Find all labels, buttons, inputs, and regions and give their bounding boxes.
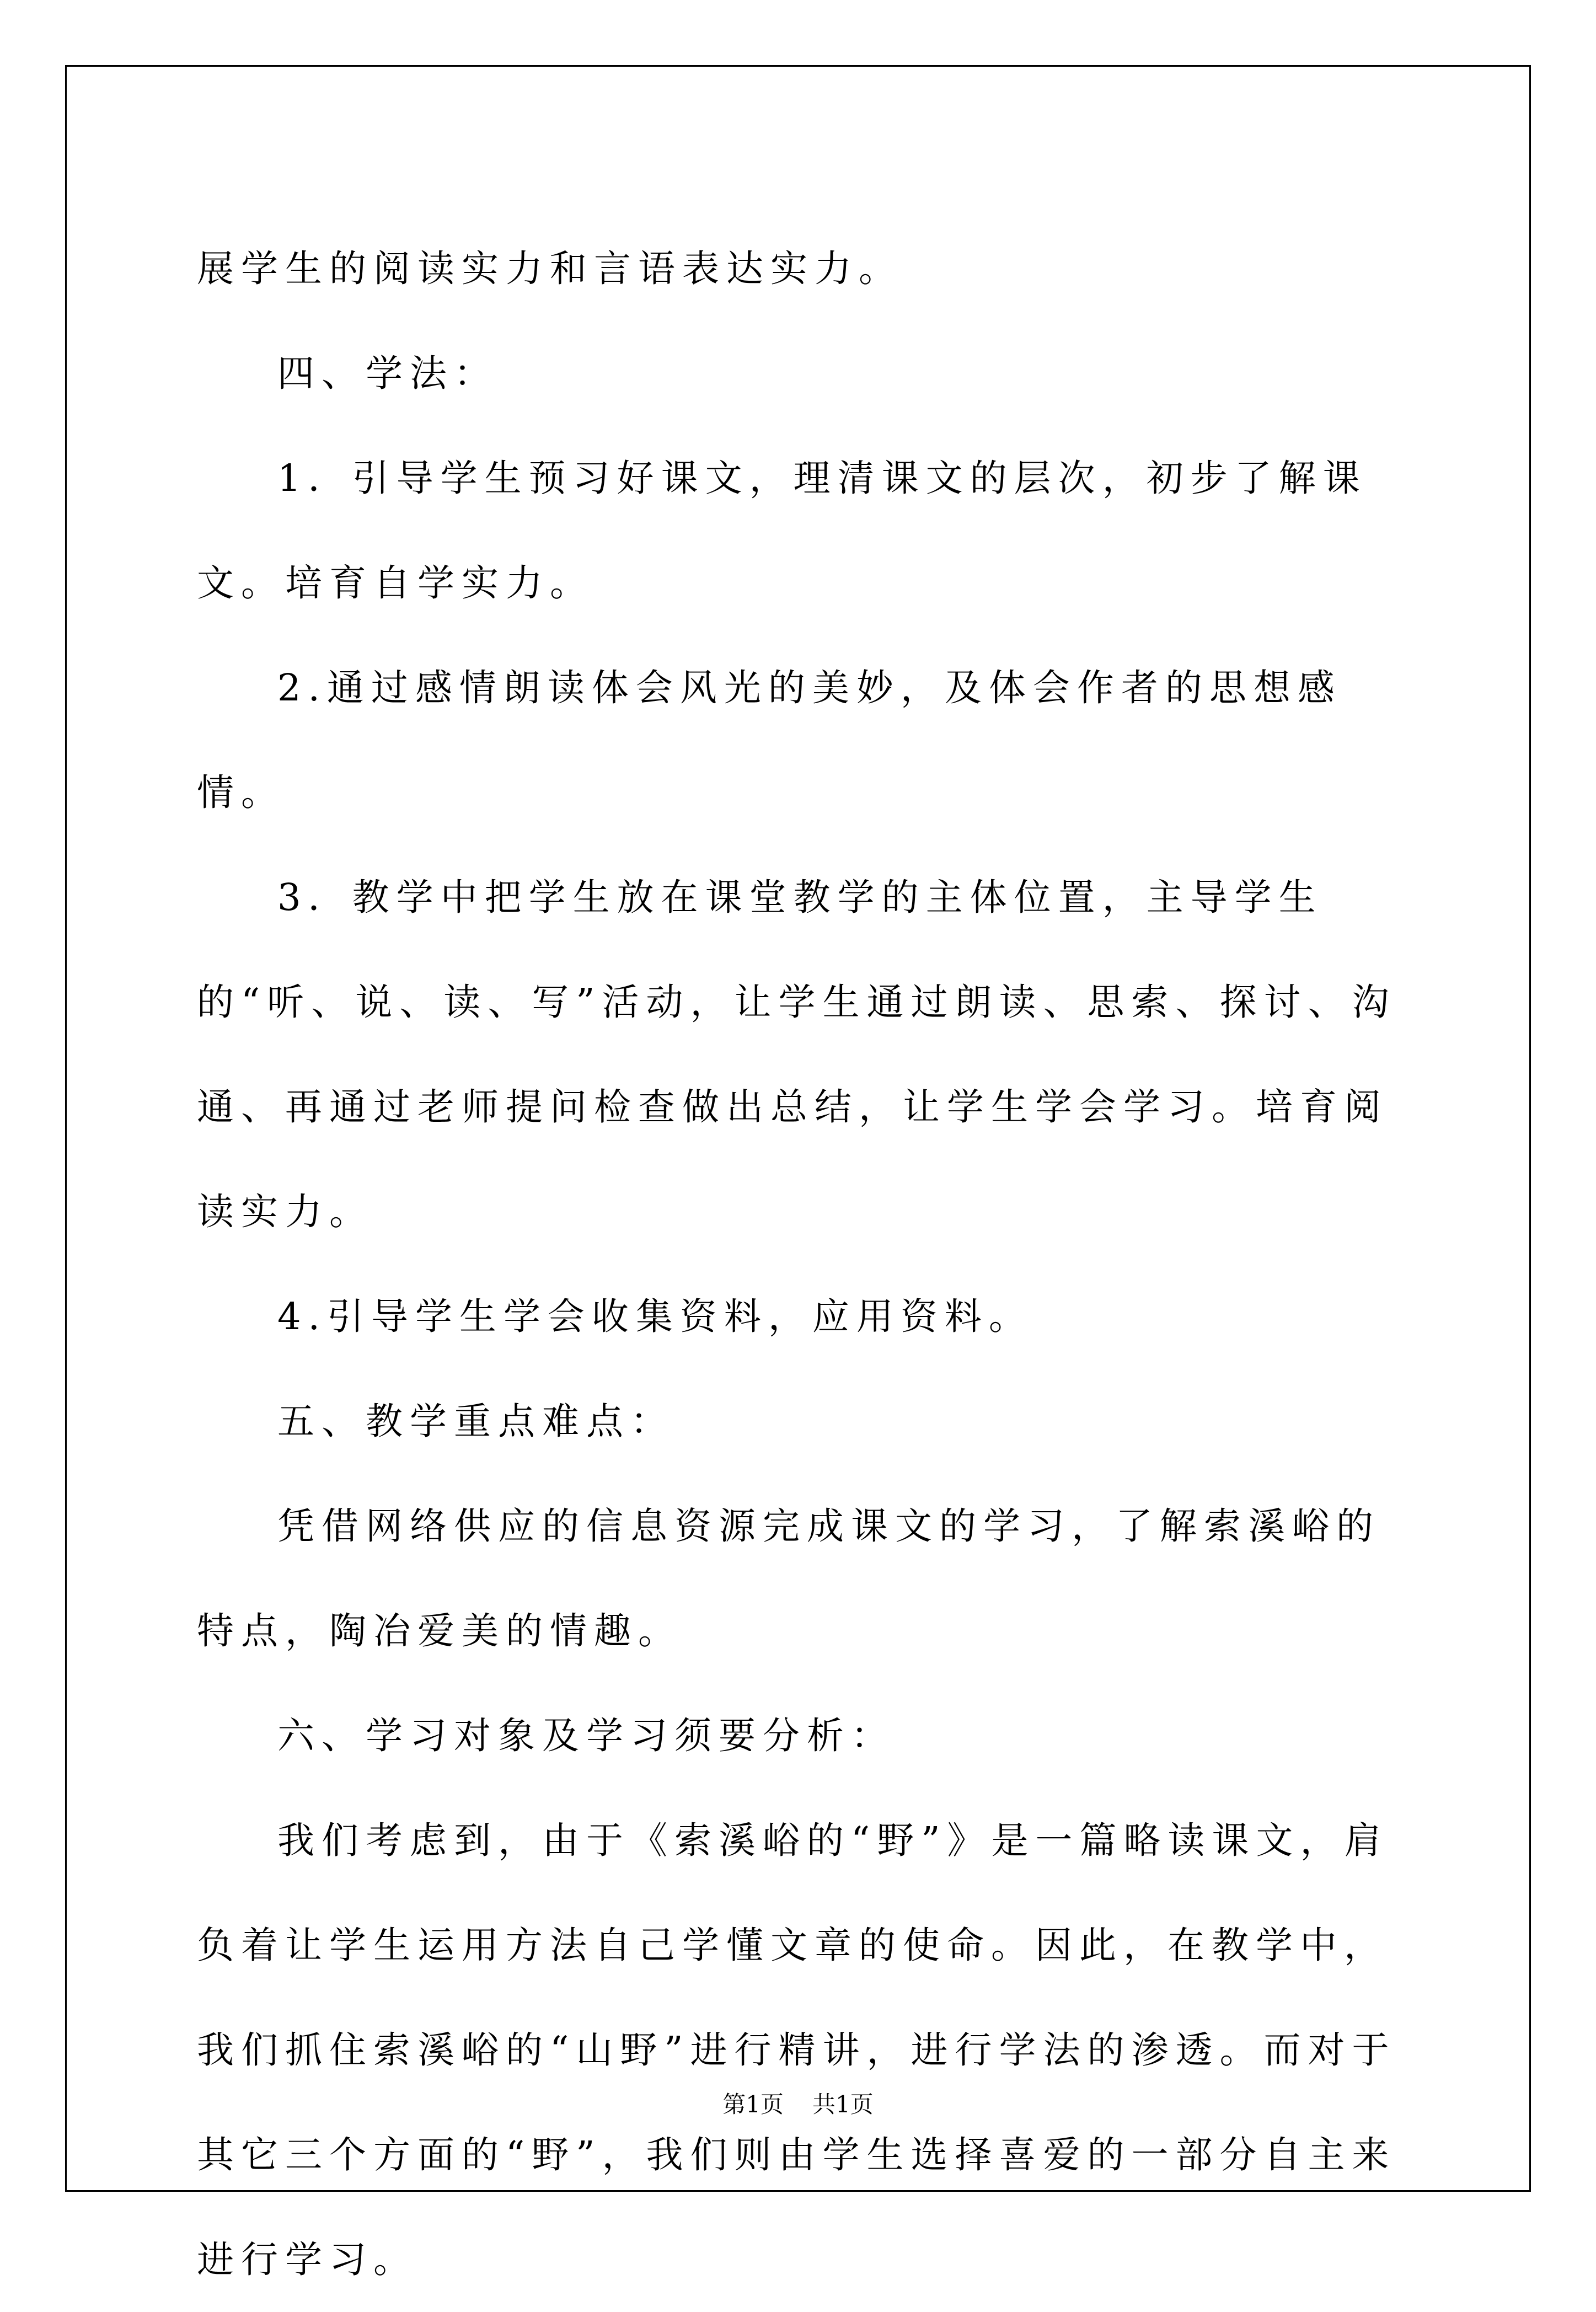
paragraph-learner-analysis: 我们考虑到，由于《索溪峪的“野”》是一篇略读课文，肩负着让学生运用方法自己学懂文章的使命。因此，在教学中，我们抓住索溪峪的“山野”进行精讲，进行学法的渗透。而对于其它三个方面的“野”，我们则由学生选择喜爱的一部分自主来进行学习。 <box>197 1819 1396 2281</box>
heading-key-points: 五、教学重点难点： <box>277 1400 674 1443</box>
paragraph-method-1: 1．引导学生预习好课文，理清课文的层次，初步了解课文。培育自学实力。 <box>197 457 1367 604</box>
heading-study-methods: 四、学法： <box>277 352 498 395</box>
document-body <box>197 216 1410 2312</box>
paragraph-0: 展学生的阅读实力和言语表达实力。 <box>197 247 903 290</box>
paragraph-key-points: 凭借网络供应的信息资源完成课文的学习，了解索溪峪的特点，陶冶爱美的情趣。 <box>197 1505 1380 1652</box>
paragraph-method-4: 4.引导学生学会收集资料，应用资料。 <box>277 1295 1033 1338</box>
page-footer <box>0 2086 1596 2120</box>
paragraph-method-2: 2.通过感情朗读体会风光的美妙，及体会作者的思想感情。 <box>197 666 1342 814</box>
heading-learner-analysis: 六、学习对象及学习须要分析： <box>277 1714 895 1757</box>
page-number-current: 第1页 <box>722 2091 784 2118</box>
paragraph-method-3: 3．教学中把学生放在课堂教学的主体位置，主导学生的“听、说、读、写”活动，让学生通过朗读、思索、探讨、沟通、再通过老师提问检查做出总结，让学生学会学习。培育阅读实力。 <box>197 876 1396 1233</box>
page-number-total: 共1页 <box>812 2091 874 2118</box>
